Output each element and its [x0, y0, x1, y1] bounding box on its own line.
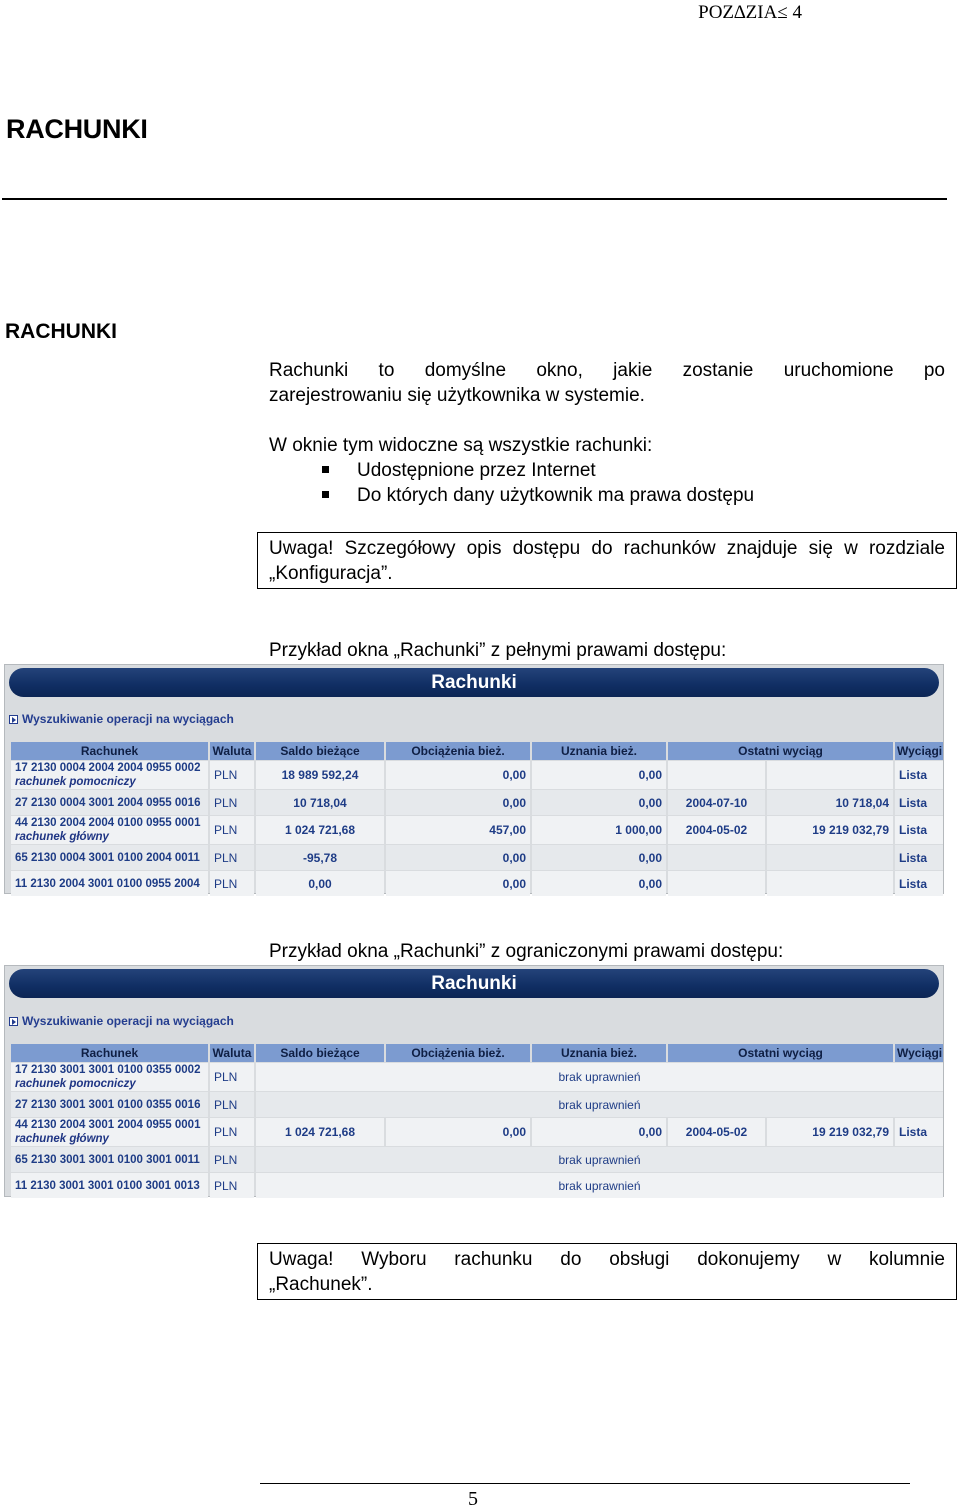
currency-cell: PLN: [210, 761, 254, 789]
note-box-account-selection: [257, 1243, 957, 1300]
footer-divider: [260, 1483, 910, 1484]
account-number-cell[interactable]: 44 2130 2004 2004 0100 0955 0001 rachunek główny: [11, 816, 208, 844]
accounts-table: [9, 1043, 945, 1199]
table-row: [11, 1118, 943, 1146]
col-header-debits: Obciążenia bież.: [386, 742, 530, 760]
debits-cell: 0,00: [386, 871, 530, 896]
account-number-cell[interactable]: 11 2130 3001 3001 0100 3001 0013: [11, 1173, 208, 1198]
table-row: [11, 1147, 943, 1172]
currency-cell: PLN: [210, 1092, 254, 1117]
balance-cell: 1 024 721,68: [256, 1118, 384, 1146]
account-number-cell[interactable]: 27 2130 0004 3001 2004 0955 0016: [11, 790, 208, 815]
note-line-1: Uwaga! Wyboru rachunku do obsługi dokonujemy w kolumnie: [269, 1249, 945, 1270]
expand-arrow-icon: [9, 715, 18, 724]
no-permission-cell: brak uprawnień: [256, 1147, 943, 1172]
statements-list-link[interactable]: Lista: [895, 845, 943, 870]
col-header-debits: Obciążenia bież.: [386, 1044, 530, 1062]
search-link-label: Wyszukiwanie operacji na wyciągach: [22, 1014, 234, 1028]
currency-cell: PLN: [210, 871, 254, 896]
expand-arrow-icon: [9, 1017, 18, 1026]
search-statements-link[interactable]: [9, 712, 234, 726]
search-link-label: Wyszukiwanie operacji na wyciągach: [22, 712, 234, 726]
table-header-row: [11, 742, 943, 760]
table-row: [11, 1092, 943, 1117]
statement-date-cell: [668, 845, 765, 870]
debits-cell: 0,00: [386, 845, 530, 870]
col-header-balance: Saldo bieżące: [256, 742, 384, 760]
accounts-window-full: [4, 664, 944, 894]
account-number-cell[interactable]: 17 2130 3001 3001 0100 0355 0002 rachunek pomocniczy: [11, 1063, 208, 1091]
currency-cell: PLN: [210, 1063, 254, 1091]
statement-date-cell: 2004-05-02: [668, 1118, 765, 1146]
credits-cell: 0,00: [532, 871, 666, 896]
bullet-item: Do których dany użytkownik ma prawa dostępu: [322, 483, 754, 508]
section-heading: RACHUNKI: [5, 320, 117, 343]
statement-date-cell: 2004-05-02: [668, 816, 765, 844]
col-header-account[interactable]: Rachunek: [11, 1044, 208, 1062]
balance-cell: 10 718,04: [256, 790, 384, 815]
account-number-cell[interactable]: 11 2130 2004 3001 0100 0955 2004: [11, 871, 208, 896]
col-header-currency: Waluta: [210, 1044, 254, 1062]
no-permission-cell: brak uprawnień: [256, 1063, 943, 1091]
page-number: 5: [468, 1488, 478, 1510]
balance-cell: 0,00: [256, 871, 384, 896]
currency-cell: PLN: [210, 1147, 254, 1172]
document-title: RACHUNKI: [6, 114, 148, 144]
credits-cell: 0,00: [532, 790, 666, 815]
col-header-statements: Wyciągi: [897, 744, 943, 758]
currency-cell: PLN: [210, 1118, 254, 1146]
balance-cell: -95,78: [256, 845, 384, 870]
caption-limited-access: Przykład okna „Rachunki” z ograniczonymi prawami dostępu:: [269, 941, 784, 962]
caption-full-access: Przykład okna „Rachunki” z pełnymi prawami dostępu:: [269, 640, 727, 661]
account-number-cell[interactable]: 17 2130 0004 2004 2004 0955 0002 rachunek pomocniczy: [11, 761, 208, 789]
window-title: Rachunki: [431, 972, 517, 994]
intro-line-2: zarejestrowaniu się użytkownika w systemie.: [269, 385, 645, 406]
account-number-cell[interactable]: 65 2130 0004 3001 0100 2004 0011: [11, 845, 208, 870]
intro-line-1: Rachunki to domyślne okno, jakie zostanie uruchomione po: [269, 360, 945, 381]
credits-cell: 0,00: [532, 845, 666, 870]
table-row: [11, 761, 943, 789]
search-statements-link[interactable]: [9, 1014, 234, 1028]
table-header-row: [11, 1044, 943, 1062]
table-row: [11, 816, 943, 844]
no-permission-cell: brak uprawnień: [256, 1173, 943, 1198]
col-header-credits: Uznania bież.: [532, 742, 666, 760]
table-row: [11, 1063, 943, 1091]
table-row: [11, 790, 943, 815]
col-header-credits: Uznania bież.: [532, 1044, 666, 1062]
credits-cell: 0,00: [532, 761, 666, 789]
debits-cell: 0,00: [386, 1118, 530, 1146]
window-titlebar: [9, 969, 939, 998]
currency-cell: PLN: [210, 790, 254, 815]
statement-date-cell: [668, 871, 765, 896]
col-header-statements: Wyciągi: [897, 1046, 943, 1060]
table-row: [11, 1173, 943, 1198]
page-header: POZ∆ZIA≤ 4: [698, 2, 802, 23]
statement-amount-cell: [767, 845, 893, 870]
col-header-last-statement: Ostatni wyciąg: [668, 1044, 893, 1062]
balance-cell: 1 024 721,68: [256, 816, 384, 844]
table-row: [11, 845, 943, 870]
accounts-table: [9, 741, 945, 897]
statements-list-link[interactable]: Lista: [895, 790, 943, 815]
credits-cell: 1 000,00: [532, 816, 666, 844]
table-row: [11, 871, 943, 896]
credits-cell: 0,00: [532, 1118, 666, 1146]
currency-cell: PLN: [210, 1173, 254, 1198]
statement-amount-cell: 19 219 032,79: [767, 816, 893, 844]
bullet-item: Udostępnione przez Internet: [322, 458, 754, 483]
statement-amount-cell: [767, 871, 893, 896]
statement-date-cell: 2004-07-10: [668, 790, 765, 815]
window-title: Rachunki: [431, 671, 517, 693]
debits-cell: 0,00: [386, 761, 530, 789]
accounts-window-limited: [4, 965, 944, 1197]
window-titlebar: [9, 668, 939, 697]
statements-list-link[interactable]: Lista: [895, 761, 943, 789]
col-header-currency: Waluta: [210, 742, 254, 760]
currency-cell: PLN: [210, 816, 254, 844]
account-number-cell[interactable]: 44 2130 2004 3001 2004 0955 0001 rachunek główny: [11, 1118, 208, 1146]
statements-list-link[interactable]: Lista: [895, 871, 943, 896]
note-line-2: „Konfiguracja”.: [269, 563, 393, 584]
col-header-account[interactable]: Rachunek: [11, 742, 208, 760]
debits-cell: 0,00: [386, 790, 530, 815]
note-line-2: „Rachunek”.: [269, 1274, 373, 1295]
access-bullet-list: [322, 458, 754, 508]
statement-amount-cell: 19 219 032,79: [767, 1118, 893, 1146]
statement-date-cell: [668, 761, 765, 789]
col-header-last-statement: Ostatni wyciąg: [668, 742, 893, 760]
account-number-cell[interactable]: 65 2130 3001 3001 0100 3001 0011: [11, 1147, 208, 1172]
note-line-1: Uwaga! Szczegółowy opis dostępu do rachunków znajduje się w rozdziale: [269, 538, 945, 559]
account-number-cell[interactable]: 27 2130 3001 3001 0100 0355 0016: [11, 1092, 208, 1117]
balance-cell: 18 989 592,24: [256, 761, 384, 789]
col-header-balance: Saldo bieżące: [256, 1044, 384, 1062]
debits-cell: 457,00: [386, 816, 530, 844]
title-divider: [2, 198, 947, 200]
no-permission-cell: brak uprawnień: [256, 1092, 943, 1117]
currency-cell: PLN: [210, 845, 254, 870]
list-intro: W oknie tym widoczne są wszystkie rachunki:: [269, 435, 653, 456]
note-box-configuration: [257, 532, 957, 589]
statement-amount-cell: [767, 761, 893, 789]
statements-list-link[interactable]: Lista: [895, 816, 943, 844]
statements-list-link[interactable]: Lista: [895, 1118, 943, 1146]
statement-amount-cell: 10 718,04: [767, 790, 893, 815]
